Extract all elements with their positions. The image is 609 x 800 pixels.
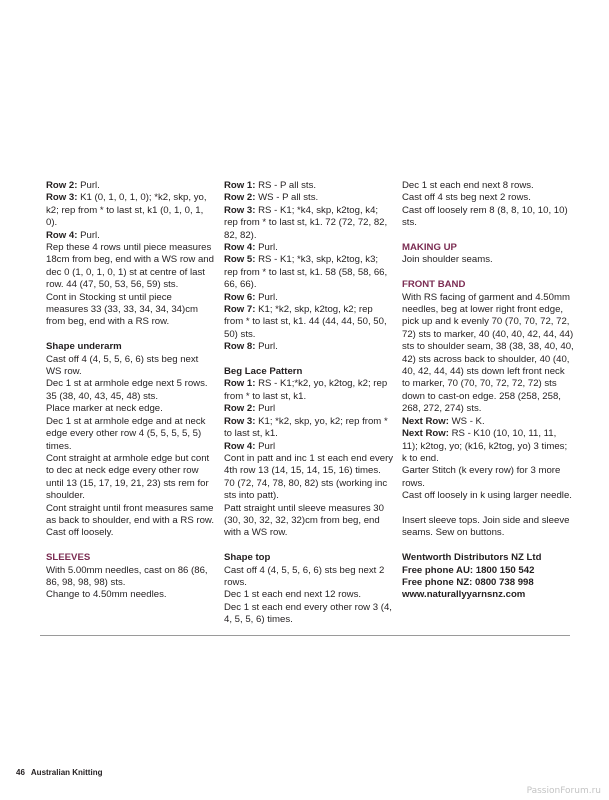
instruction-text: Cast off loosely rem 8 (8, 8, 10, 10, 10) sts. (402, 204, 568, 229)
instruction-text: RS - K1;*k2, yo, k2tog, k2; rep from * to last st, k1. (224, 378, 388, 402)
instruction-paragraph (402, 254, 574, 266)
instruction-text: K1 (0, 1, 0, 1, 0); *k2, skp, yo, k2; rep from * to last st, k1 (0, 1, 0, 1, 0). (46, 192, 207, 229)
instruction-text: Cont straight until front measures same as back to shoulder, end with a RS row. (46, 502, 214, 526)
instruction-text: Cast off 4 (4, 5, 5, 6, 6) sts beg next WS row. (46, 353, 199, 378)
instruction-text: Cast off loosely. (46, 527, 114, 539)
row-label: Next Row: (402, 415, 449, 427)
watermark: PassionForum.ru (526, 786, 601, 796)
instruction-paragraph (402, 180, 574, 192)
instruction-text: Dec 1 st each end every other row 3 (4, 4, 5, 5, 6) times. (224, 601, 392, 626)
row-label: Row 5: (224, 254, 256, 266)
instruction-text: Dec 1 st at armhole edge next 5 rows. 35 (38, 40, 43, 45, 48) sts. (46, 378, 208, 402)
instruction-text: Cont in Stocking st until piece measures 33 (33, 33, 34, 34, 34)cm from beg, end with a RS row. (46, 291, 198, 328)
instruction-text: Garter Stitch (k every row) for 3 more rows. (402, 465, 561, 489)
row-label: Row 2: (224, 403, 256, 415)
instruction-paragraph (402, 515, 574, 540)
column-3 (402, 180, 574, 602)
instruction-text: Cast off 4 sts beg next 2 rows. (402, 192, 531, 204)
instruction-paragraph (224, 254, 394, 291)
instruction-paragraph (402, 490, 574, 502)
instruction-paragraph (224, 602, 394, 627)
instruction-text: Place marker at neck edge. (46, 403, 163, 415)
sub-heading: Beg Lace Pattern (224, 366, 303, 378)
instruction-text: Change to 4.50mm needles. (46, 589, 167, 601)
instruction-paragraph (224, 441, 394, 453)
instruction-paragraph (224, 378, 394, 403)
instruction-text: Insert sleeve tops. Join side and sleeve seams. Sew on buttons. (402, 514, 570, 539)
divider-line (40, 635, 570, 636)
instruction-paragraph (402, 292, 574, 416)
row-label: Row 2: (46, 180, 78, 191)
column-2 (224, 180, 394, 627)
instruction-text: Cont straight at armhole edge but cont to dec at neck edge every other row until 13 (15, 17, 19, 21, 23) sts rem for shoulder. (46, 452, 210, 502)
instruction-text: RS - P all sts. (255, 180, 317, 191)
row-label: Row 1: (224, 180, 256, 191)
page-footer (16, 768, 102, 778)
row-label: Next Row: (402, 428, 449, 440)
instruction-paragraph (402, 465, 574, 490)
instruction-paragraph (224, 403, 394, 415)
instruction-paragraph (46, 192, 216, 229)
page-number: 46 (16, 768, 25, 777)
instruction-paragraph (224, 503, 394, 540)
instruction-paragraph (46, 403, 216, 415)
instruction-paragraph (224, 565, 394, 590)
instruction-paragraph (224, 292, 394, 304)
instruction-paragraph (46, 242, 216, 292)
distributor-name: Wentworth Distributors NZ Ltd (402, 552, 542, 564)
website-link[interactable]: www.naturallyyarnsnz.com (402, 589, 526, 601)
instruction-paragraph (46, 354, 216, 379)
row-label: Row 3: (224, 204, 256, 216)
instruction-paragraph (224, 589, 394, 601)
instruction-text: Purl. (255, 291, 278, 303)
section-heading: MAKING UP (402, 242, 457, 254)
instruction-paragraph (46, 589, 216, 601)
instruction-text: Purl. (77, 229, 100, 241)
section-heading: FRONT BAND (402, 279, 466, 291)
instruction-text: Dec 1 st each end next 12 rows. (224, 589, 362, 601)
instruction-paragraph (402, 428, 574, 465)
instruction-paragraph (402, 205, 574, 230)
row-label: Row 3: (46, 192, 78, 204)
instruction-paragraph (46, 230, 216, 242)
row-label: Row 1: (224, 378, 256, 390)
instruction-text: Purl (255, 440, 276, 452)
instruction-text: Purl. (255, 242, 278, 254)
row-label: Row 4: (46, 229, 78, 241)
instruction-paragraph (224, 416, 394, 441)
instruction-text: Purl. (255, 341, 278, 353)
instruction-text: Cast off 4 (4, 5, 5, 6, 6) sts beg next 2 rows. (224, 564, 385, 588)
instruction-paragraph (224, 242, 394, 254)
instruction-paragraph (46, 180, 216, 192)
instruction-text: RS - K10 (10, 10, 11, 11, 11); k2tog, yo; (k16, k2tog, yo) 3 times; k to end. (402, 428, 568, 464)
instruction-paragraph (224, 304, 394, 341)
instruction-paragraph (46, 527, 216, 539)
row-label: Row 4: (224, 440, 256, 452)
instruction-paragraph (402, 416, 574, 428)
instruction-text: Purl. (77, 180, 100, 191)
instruction-paragraph (46, 378, 216, 403)
instruction-text: Cont in patt and inc 1 st each end every 4th row 13 (14, 15, 14, 15, 16) times. 70 (72, 74, 78, 80, 82) sts (working inc sts into patt). (224, 452, 394, 502)
instruction-paragraph (46, 565, 216, 590)
instruction-text: Dec 1 st at armhole edge and at neck edge every other row 4 (5, 5, 5, 5, 5) times. (46, 415, 206, 452)
instruction-text: With RS facing of garment and 4.50mm needles, beg at lower right front edge, pick up and k evenly 70 (70, 70, 72, 72, 72) sts to marker, 40 (40, 40, 42, 44, 44) sts to shoulder seam, 38 (38, 38, 40, 40, 42) sts across back to shoulder, 40 (40, 40, 42, 44, 44) sts down left front neck to marker, 70 (70, 70, 72, 72, 72) sts down to cast-on edge. 258 (258, 258, 268, 272, 274) sts. (402, 291, 574, 415)
instruction-text: WS - P all sts. (255, 192, 319, 204)
instruction-paragraph (224, 192, 394, 204)
row-label: Row 8: (224, 341, 256, 353)
instruction-paragraph (224, 180, 394, 192)
sub-heading: Shape underarm (46, 341, 122, 353)
instruction-text: RS - K1; *k3, skp, k2tog, k3; rep from * to last st, k1. 58 (58, 58, 66, 66, 66). (224, 254, 388, 291)
instruction-paragraph (46, 292, 216, 329)
instruction-text: Join shoulder seams. (402, 254, 493, 266)
instruction-text: With 5.00mm needles, cast on 86 (86, 86, 98, 98, 98) sts. (46, 564, 208, 588)
instruction-paragraph (46, 416, 216, 453)
column-1 (46, 180, 216, 602)
contact-block (402, 552, 574, 602)
instruction-text: Cast off loosely in k using larger needle. (402, 490, 572, 502)
instruction-text: RS - K1; *k4, skp, k2tog, k4; rep from * to last st, k1. 72 (72, 72, 82, 82, 82). (224, 204, 388, 241)
instruction-paragraph (224, 453, 394, 503)
instruction-paragraph (224, 205, 394, 242)
row-label: Row 7: (224, 304, 256, 316)
phone-nz: Free phone NZ: 0800 738 998 (402, 576, 534, 588)
instruction-paragraph (46, 503, 216, 528)
instruction-text: Rep these 4 rows until piece measures 18cm from beg, end with a WS row and dec 0 (1, 0, 1, 0, 1) st at centre of last row. 44 (47, 50, 53, 56, 59) sts. (46, 242, 214, 291)
instruction-paragraph (224, 341, 394, 353)
instruction-paragraph (402, 192, 574, 204)
instruction-text: Dec 1 st each end next 8 rows. (402, 180, 534, 191)
row-label: Row 4: (224, 242, 256, 254)
row-label: Row 2: (224, 192, 256, 204)
row-label: Row 6: (224, 291, 256, 303)
row-label: Row 3: (224, 415, 256, 427)
instruction-text: Purl (255, 403, 276, 415)
instruction-text: Patt straight until sleeve measures 30 (30, 30, 32, 32, 32)cm from beg, end with a WS row. (224, 502, 384, 539)
magazine-name: Australian Knitting (30, 768, 103, 777)
sub-heading: Shape top (224, 552, 271, 564)
instruction-text: K1; *k2, skp, yo, k2; rep from * to last st, k1. (224, 415, 388, 440)
phone-au: Free phone AU: 1800 150 542 (402, 564, 535, 576)
column-3-body (402, 180, 574, 540)
instruction-text: K1; *k2, skp, k2tog, k2; rep from * to last st, k1. 44 (44, 44, 50, 50, 50) sts. (224, 304, 387, 340)
instruction-text: WS - K. (448, 415, 485, 427)
section-heading: SLEEVES (46, 552, 91, 564)
instruction-paragraph (46, 453, 216, 503)
